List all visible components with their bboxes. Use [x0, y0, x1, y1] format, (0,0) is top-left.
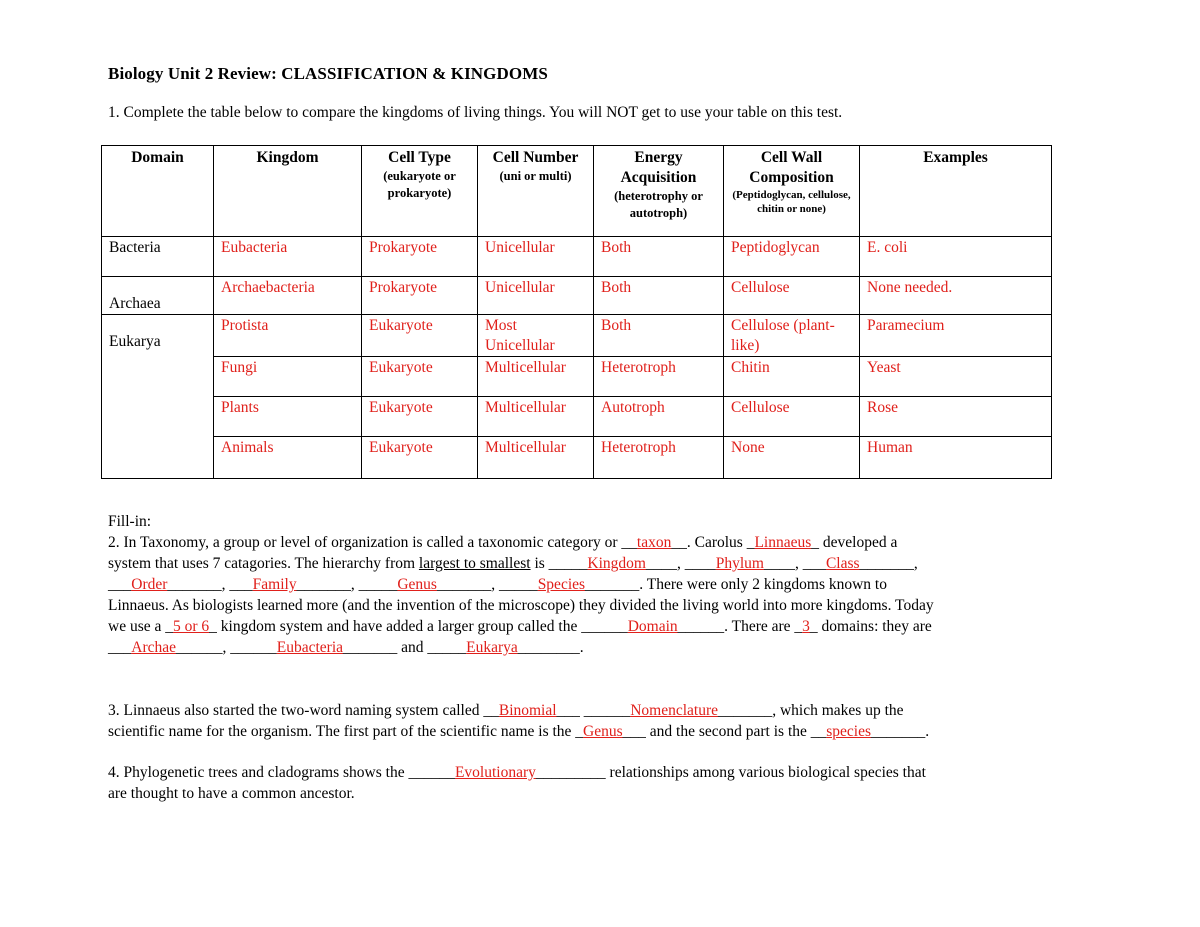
- cell-number-cell: Multicellular: [478, 397, 594, 437]
- cell-number-cell: Unicellular: [478, 277, 594, 315]
- table-row: [102, 437, 1052, 479]
- example-cell: E. coli: [860, 237, 1052, 277]
- question-4-line: 4. Phylogenetic trees and cladograms shows the ______Evolutionary_________ relationships among various biological species that: [108, 764, 926, 781]
- energy-cell: Both: [594, 237, 724, 277]
- answer-eubacteria: Eubacteria: [276, 639, 344, 656]
- largest-to-smallest-text: largest to smallest: [418, 555, 531, 572]
- answer-phylum: Phylum: [715, 555, 764, 572]
- kingdom-cell: Protista: [214, 315, 362, 357]
- kingdom-cell: Plants: [214, 397, 362, 437]
- header-cell-wall: Cell Wall Composition (Peptidoglycan, cellulose, chitin or none): [724, 146, 860, 237]
- header-energy-acquisition: Energy Acquisition (heterotrophy or autotroph): [594, 146, 724, 237]
- kingdom-cell: Fungi: [214, 357, 362, 397]
- answer-kingdom-count: 5 or 6: [173, 618, 210, 635]
- question-2-line: 2. In Taxonomy, a group or level of organization is called a taxonomic category or __taxon__. Carolus _Linnaeus_ developed a: [108, 534, 898, 551]
- kingdom-cell: Archaebacteria: [214, 277, 362, 315]
- question-2-line: ___Archae______, ______Eubacteria_______ and _____Eukarya________.: [108, 639, 584, 656]
- answer-kingdom: Kingdom: [587, 555, 646, 572]
- question-3-line: 3. Linnaeus also started the two-word naming system called __Binomial___ ______Nomenclature_______, which makes up the: [108, 702, 904, 719]
- question-2-line: Linnaeus. As biologists learned more (and the invention of the microscope) they divided the living world into more kingdoms. Today: [108, 597, 934, 614]
- header-kingdom: Kingdom: [214, 146, 362, 237]
- cell-wall-cell: Cellulose: [724, 397, 860, 437]
- header-examples: Examples: [860, 146, 1052, 237]
- domain-cell: Bacteria: [102, 237, 214, 277]
- cell-wall-cell: Cellulose: [724, 277, 860, 315]
- cell-number-cell: Multicellular: [478, 357, 594, 397]
- energy-cell: Autotroph: [594, 397, 724, 437]
- cell-number-cell: Multicellular: [478, 437, 594, 479]
- question-2-line: we use a _5 or 6_ kingdom system and have added a larger group called the ______Domain______. There are _3_ domains: they are: [108, 618, 932, 635]
- example-cell: Rose: [860, 397, 1052, 437]
- cell-type-cell: Eukaryote: [362, 315, 478, 357]
- cell-type-cell: Prokaryote: [362, 237, 478, 277]
- example-cell: Paramecium: [860, 315, 1052, 357]
- cell-type-cell: Eukaryote: [362, 357, 478, 397]
- cell-wall-cell: Peptidoglycan: [724, 237, 860, 277]
- energy-cell: Heterotroph: [594, 357, 724, 397]
- header-cell-type: Cell Type (eukaryote or prokaryote): [362, 146, 478, 237]
- answer-domain: Domain: [627, 618, 678, 635]
- table-header-row: [102, 146, 1052, 237]
- answer-species: Species: [537, 576, 586, 593]
- cell-type-cell: Eukaryote: [362, 437, 478, 479]
- answer-evolutionary: Evolutionary: [454, 764, 536, 781]
- example-cell: None needed.: [860, 277, 1052, 315]
- cell-wall-cell: Cellulose (plant-like): [724, 315, 860, 357]
- answer-species-part: species: [826, 723, 872, 740]
- answer-genus-part: Genus: [583, 723, 623, 740]
- cell-type-cell: Eukaryote: [362, 397, 478, 437]
- answer-order: Order: [131, 576, 168, 593]
- question-1-text: 1. Complete the table below to compare the kingdoms of living things. You will NOT get to use your table on this test.: [108, 104, 843, 121]
- domain-cell: [102, 277, 214, 315]
- answer-class: Class: [825, 555, 860, 572]
- question-2-line: ___Order_______, ___Family_______, _____Genus_______, _____Species_______. There were only 2 kingdoms known to: [108, 576, 887, 593]
- energy-cell: Both: [594, 277, 724, 315]
- table-row: [102, 237, 1052, 277]
- domain-label: Archaea: [109, 295, 161, 312]
- example-cell: Human: [860, 437, 1052, 479]
- cell-number-cell: Unicellular: [478, 237, 594, 277]
- fill-in-label: Fill-in:: [108, 513, 152, 530]
- answer-family: Family: [252, 576, 297, 593]
- cell-wall-cell: Chitin: [724, 357, 860, 397]
- table-row: [102, 277, 1052, 315]
- question-2-line: system that uses 7 catagories. The hierarchy from largest to smallest is _____Kingdom____, ____Phylum____, ___Class_______,: [108, 555, 918, 572]
- question-3-line: scientific name for the organism. The first part of the scientific name is the _Genus___ and the second part is the __species_______.: [108, 723, 930, 740]
- page-title: Biology Unit 2 Review: CLASSIFICATION & KINGDOMS: [108, 64, 548, 83]
- table-row: [102, 397, 1052, 437]
- domain-label: Eukarya: [109, 333, 161, 350]
- answer-eukarya: Eukarya: [466, 639, 518, 656]
- domain-cell: [102, 315, 214, 479]
- answer-nomenclature: Nomenclature: [630, 702, 718, 719]
- table-row: [102, 357, 1052, 397]
- kingdom-cell: Animals: [214, 437, 362, 479]
- cell-wall-cell: None: [724, 437, 860, 479]
- answer-domain-count: 3: [802, 618, 810, 635]
- answer-genus: Genus: [397, 576, 437, 593]
- question-4-line: are thought to have a common ancestor.: [108, 785, 355, 802]
- header-cell-number: Cell Number (uni or multi): [478, 146, 594, 237]
- cell-number-cell: Most Unicellular: [478, 315, 594, 357]
- cell-type-cell: Prokaryote: [362, 277, 478, 315]
- answer-archae: Archae: [131, 639, 176, 656]
- header-domain: Domain: [102, 146, 214, 237]
- kingdom-cell: Eubacteria: [214, 237, 362, 277]
- table-row: [102, 315, 1052, 357]
- answer-taxon: taxon: [636, 534, 672, 551]
- energy-cell: Both: [594, 315, 724, 357]
- answer-binomial: Binomial: [498, 702, 557, 719]
- kingdoms-table: [101, 145, 1052, 479]
- answer-linnaeus: Linnaeus: [754, 534, 812, 551]
- example-cell: Yeast: [860, 357, 1052, 397]
- energy-cell: Heterotroph: [594, 437, 724, 479]
